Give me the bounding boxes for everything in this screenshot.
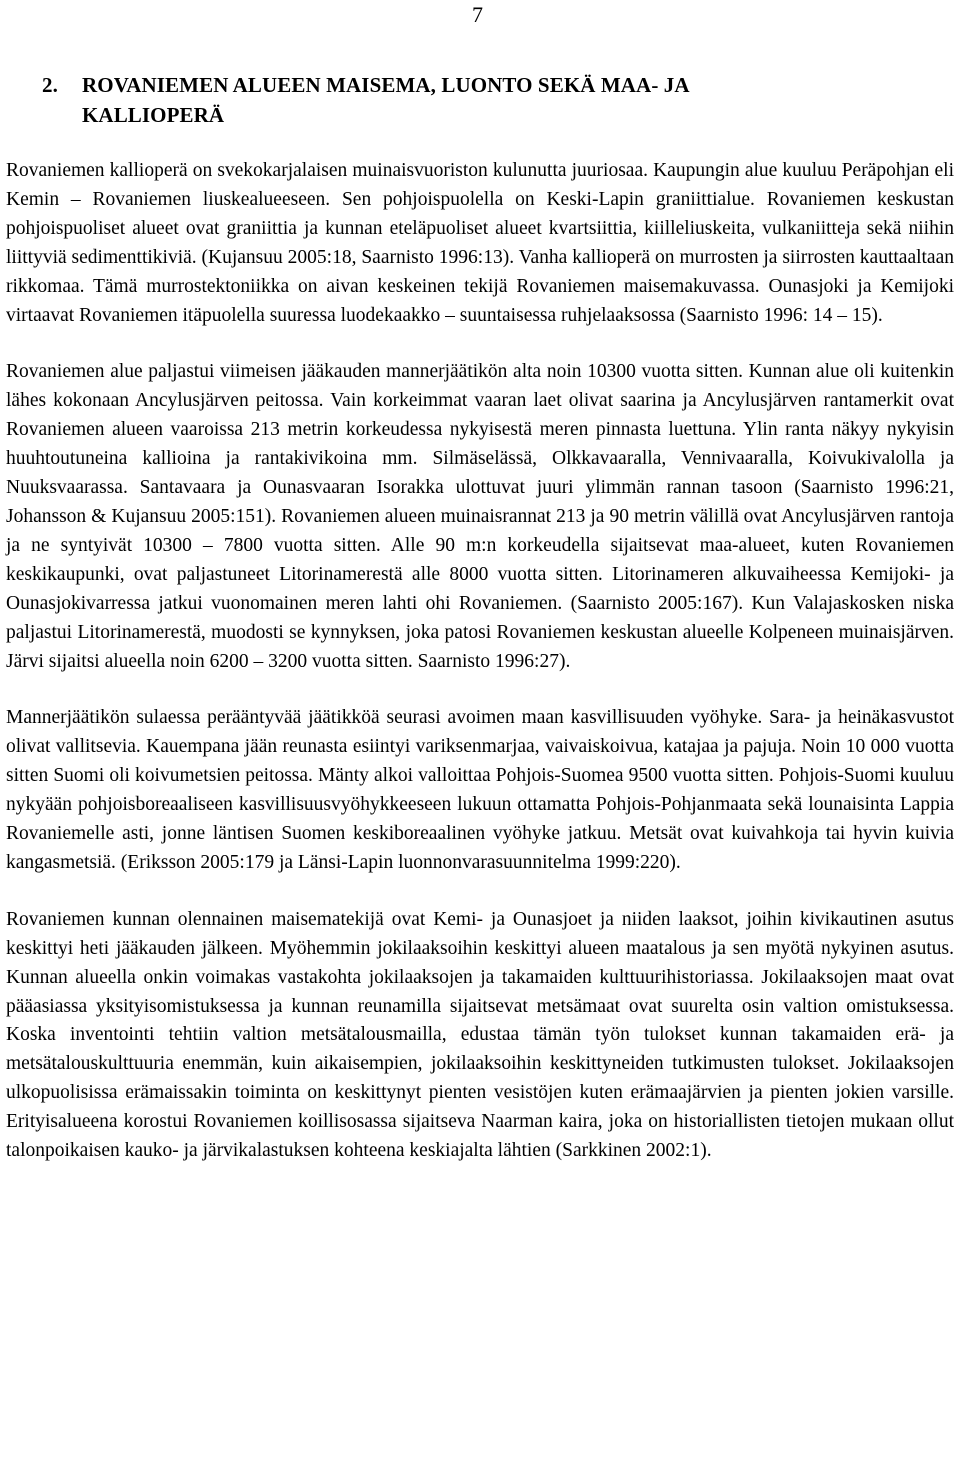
- paragraph-river-valleys: Rovaniemen kunnan olennainen maisematekijä ovat Kemi- ja Ounasjoet ja niiden laaksot, joihin kivikautinen asutus keskittyi heti jääkauden jälkeen. Myöhemmin jokilaaksoihin keskittyi alueen maatalous ja sen myötä nykyinen asutus. Kunnan alueella onkin voimakas vastakohta jokilaaksojen ja takamaiden kulttuurihistoriassa. Jokilaaksojen maat ovat pääasiassa yksityisomistuksessa ja kunnan reunamilla sijaitsevat metsämaat ovat suurelta osin valtion omistuksessa. Koska inventointi tehtiin valtion metsätalousmailla, edustaa tämän työn tulokset kunnan takamaiden erä- ja metsätalouskulttuuria enemmän, kuin aikaisempien, jokilaaksoihin keskittyneiden tutkimusten tulokset. Jokilaaksojen ulkopuolisissa erämaissakin toiminta on keskittynyt pienten vesistöjen kuten erämaajärvien ja pienten jokien varsille. Erityisalueena korostui Rovaniemen koillisosassa sijaitseva Naarman kaira, joka on historiallisten tietojen mukaan ollut talonpoikaisen kauko- ja järvikalastuksen kohteena keskiajalta lähtien (Sarkkinen 2002:1).: [6, 908, 954, 1162]
- chapter-number: 2.: [42, 73, 58, 97]
- chapter-heading: [42, 70, 862, 130]
- paragraph-vegetation: Mannerjäätikön sulaessa perääntyvää jäätikköä seurasi avoimen maan kasvillisuuden vyöhyke. Sara- ja heinäkasvustot olivat vallitsevia. Kauempana jään reunasta esiintyi variksenmarjaa, vaivaiskoivua, katajaa ja pajuja. Noin 10 000 vuotta sitten Suomi oli koivumetsien peitossa. Mänty alkoi valloittaa Pohjois-Suomea 9500 vuotta sitten. Pohjois-Suomi kuuluu nykyään pohjoisboreaaliseen kasvillisuusvyöhykkeeseen lukuun ottamatta Pohjois-Pohjanmaata sekä lounaisinta Lappia Rovaniemelle asti, jonne läntisen Suomen keskiboreaalinen vyöhyke jatkuu. Metsät ovat kuivahkoja tai hyvin kuivia kangasmetsiä. (Eriksson 2005:179 ja Länsi-Lapin luonnonvarasuunnitelma 1999:220).: [6, 707, 954, 873]
- chapter-title-line-1: ROVANIEMEN ALUEEN MAISEMA, LUONTO SEKÄ MAA- JA: [82, 73, 690, 97]
- page-number: 7: [472, 2, 483, 27]
- chapter-title-line-2: KALLIOPERÄ: [82, 103, 225, 127]
- paragraph-bedrock: Rovaniemen kallioperä on svekokarjalaisen muinaisvuoriston kulunutta juuriosaa. Kaupungin alue kuuluu Peräpohjan eli Kemin – Rovaniemen liuskealueeseen. Sen pohjoispuolella on Keski-Lapin graniittialue. Rovaniemen keskustan pohjoispuoliset alueet ovat graniittia ja kunnan eteläpuoliset alueet kvartsiittia, kiilleliuskeita, vulkaniitteja sekä niihin liittyviä sedimenttikiviä. (Kujansuu 2005:18, Saarnisto 1996:13). Vanha kallioperä on murrosten ja siirrosten kauttaaltaan rikkomaa. Tämä murrostektoniikka on aivan keskeinen tekijä Rovaniemen maisemakuvassa. Ounasjoki ja Kemijoki virtaavat Rovaniemen itäpuolella suuressa luodekaakko – suuntaisessa ruhjelaaksossa (Saarnisto 1996: 14 – 15).: [6, 160, 954, 326]
- paragraph-deglaciation: Rovaniemen alue paljastui viimeisen jääkauden mannerjäätikön alta noin 10300 vuotta sitten. Kunnan alue oli kuitenkin lähes kokonaan Ancylusjärven peitossa. Vain korkeimmat vaaran laet olivat saarina ja Ancylusjärven rantamerkit ovat Rovaniemen alueen vaaroissa 213 metrin korkeudessa nykyisestä meren pinnasta luettuna. Ylin ranta näkyy nykyisin huuhtoutuneina kallioina ja rantakivikoina mm. Silmäselässä, Olkkavaaralla, Vennivaaralla, Koivukivalolla ja Nuuksvaarassa. Santavaara ja Ounasvaaran Isorakka ulottuvat juuri ylimmän rannan tasoon (Saarnisto 1996:21, Johansson & Kujansuu 2005:151). Rovaniemen alueen muinaisrannat 213 ja 90 metrin välillä ovat Ancylusjärven rantoja ja ne syntyivät 10300 – 7800 vuotta sitten. Alle 90 m:n korkeudella sijaitsevat maa-alueet, kuten Rovaniemen keskikaupunki, ovat paljastuneet Litorinamerestä alle 8000 vuotta sitten. Litorinameren alkuvaiheessa Kemijoki- ja Ounasjokivarressa jatkui vuonomainen meren lahti ohi Rovaniemen. (Saarnisto 2005:167). Kun Valajaskosken niska paljastui Litorinamerestä, muodosti se kynnyksen, joka patosi Rovaniemen keskustan alueelle Kolpeneen muinaisjärven. Järvi sijaitsi alueella noin 6200 – 3200 vuotta sitten. Saarnisto 1996:27).: [6, 361, 954, 672]
- body-text: [6, 157, 954, 1194]
